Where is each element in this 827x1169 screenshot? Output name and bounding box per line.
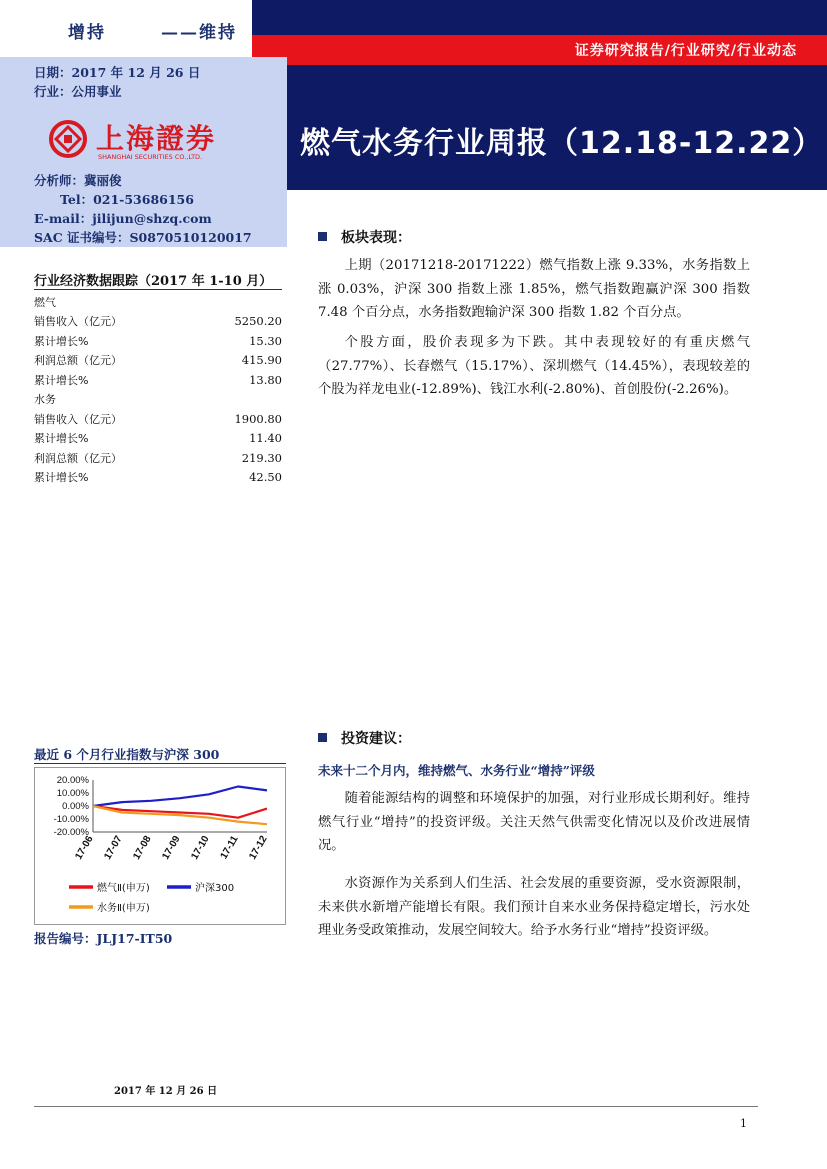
analyst-email: E-mail：jilijun@shzq.com — [34, 211, 212, 226]
section-bullet-icon — [318, 733, 327, 742]
chart-x-tick-label: 17-09 — [160, 834, 183, 862]
analyst-name: 分析师：冀丽俊 — [34, 173, 122, 188]
performance-paragraph-1: 上期（20171218-20171222）燃气指数上涨 9.33%，水务指数上涨 0.03%，沪深 300 指数上涨 1.85%，燃气指数跑赢沪深 300 指数 7.48 个百分点，水务指数跑输沪深 300 指数 1.82 个百分点。 — [318, 258, 750, 320]
performance-paragraph-2: 个股方面，股价表现多为下跌。其中表现较好的有重庆燃气（27.77%）、长春燃气（15.17%）、深圳燃气（14.45%），表现较差的个股为祥龙电业(-12.89%)、钱江水利(-2.80%)、首创股份(-2.26%)。 — [318, 335, 750, 397]
econ-table-row — [34, 312, 282, 332]
section-advice-heading-text: 投资建议： — [341, 731, 411, 747]
advice-subheading: 未来十二个月内，维持燃气、水务行业“增持”评级 — [318, 763, 595, 778]
econ-table-row — [34, 429, 282, 449]
econ-row-label: 销售收入（亿元） — [34, 412, 122, 426]
chart-legend-label: 水务Ⅱ(申万) — [97, 903, 150, 914]
chart-x-tick-label: 17-12 — [247, 834, 270, 862]
rating-status: ——维持 — [161, 23, 237, 43]
chart-title: 最近 6 个月行业指数与沪深 300 — [34, 747, 220, 762]
footer-rule — [34, 1106, 758, 1107]
econ-row-label: 利润总额（亿元） — [34, 451, 122, 465]
shanghai-securities-logo — [48, 117, 248, 167]
index-line-chart — [35, 768, 285, 924]
advice-paragraph-2: 水资源作为关系到人们生活、社会发展的重要资源，受水资源限制，未来供水新增产能增长有限。我们预计自来水业务保持稳定增长，污水处理业务受政策推动，发展空间较大。给予水务行业“增持”投资评级。 — [318, 876, 750, 938]
chart-legend-label: 沪深300 — [195, 883, 235, 894]
report-industry: 行业：公用事业 — [34, 84, 122, 99]
chart-x-tick-label: 17-06 — [73, 834, 96, 862]
econ-row-label: 利润总额（亿元） — [34, 354, 122, 368]
chart-y-tick-label: -10.00% — [53, 814, 89, 825]
chart-y-tick-label: 20.00% — [56, 775, 89, 786]
econ-row-label: 销售收入（亿元） — [34, 315, 122, 329]
econ-table-row — [34, 351, 282, 371]
chart-legend-label: 燃气Ⅱ(申万) — [97, 883, 150, 894]
econ-row-label: 累计增长% — [34, 432, 89, 446]
section-performance-heading-text: 板块表现： — [341, 230, 411, 246]
econ-table-row — [34, 448, 282, 468]
chart-y-tick-label: -20.00% — [53, 827, 89, 838]
econ-row-value: 13.80 — [249, 372, 282, 387]
analyst-tel: Tel：021-53686156 — [60, 192, 194, 207]
econ-table-row — [34, 468, 282, 488]
econ-row-value: 42.50 — [249, 470, 282, 485]
rating-band — [0, 0, 252, 54]
report-category: 证券研究报告/行业研究/行业动态 — [574, 43, 797, 59]
econ-row-label: 累计增长% — [34, 471, 89, 485]
chart-y-tick-label: 0.00% — [62, 801, 89, 812]
page-number: 1 — [740, 1117, 747, 1130]
econ-table-row — [34, 409, 282, 429]
footer-date: 2017 年 12 月 26 日 — [114, 1086, 218, 1097]
econ-table-row — [34, 331, 282, 351]
econ-row-label: 水务 — [34, 393, 56, 407]
report-number: 报告编号：JLJ17-IT50 — [34, 931, 173, 946]
report-title: 燃气水务行业周报（12.18-12.22） — [300, 126, 824, 161]
econ-row-value: 219.30 — [241, 450, 282, 465]
econ-table — [34, 292, 282, 487]
rating-label: 增持 — [68, 23, 106, 43]
chart-frame — [34, 767, 286, 925]
chart-x-tick-label: 17-10 — [189, 834, 212, 862]
logo-english-name: SHANGHAI SECURITIES CO.,LTD. — [98, 153, 203, 161]
advice-paragraph-1: 随着能源结构的调整和环境保护的加强，对行业形成长期利好。维持燃气行业“增持”的投资评级。关注天然气供需变化情况以及价改进展情况。 — [318, 791, 750, 853]
section-advice-heading — [318, 728, 411, 748]
econ-row-label: 燃气 — [34, 295, 56, 309]
chart-series-line — [93, 787, 267, 807]
econ-row-value: 5250.20 — [234, 314, 282, 329]
section-bullet-icon — [318, 232, 327, 241]
econ-table-title: 行业经济数据跟踪（2017 年 1-10 月） — [34, 274, 273, 289]
chart-y-tick-label: 10.00% — [56, 788, 89, 799]
chart-x-tick-label: 17-11 — [218, 834, 241, 862]
econ-table-row — [34, 390, 282, 410]
chart-x-tick-label: 17-07 — [102, 834, 125, 862]
econ-row-value: 15.30 — [249, 333, 282, 348]
report-date: 日期：2017 年 12 月 26 日 — [34, 65, 201, 80]
econ-row-value: 415.90 — [241, 353, 282, 368]
econ-row-value: 11.40 — [249, 431, 282, 446]
sac-number: SAC 证书编号：S0870510120017 — [34, 230, 252, 245]
econ-row-value: 1900.80 — [234, 411, 282, 426]
econ-table-row — [34, 292, 282, 312]
chart-x-tick-label: 17-08 — [131, 834, 154, 862]
econ-table-rule — [34, 289, 282, 290]
section-performance-heading — [318, 227, 411, 247]
logo-chinese-name: 上海證券 — [96, 122, 217, 155]
econ-table-row — [34, 370, 282, 390]
econ-row-label: 累计增长% — [34, 334, 89, 348]
econ-row-label: 累计增长% — [34, 373, 89, 387]
chart-title-rule — [34, 763, 286, 764]
